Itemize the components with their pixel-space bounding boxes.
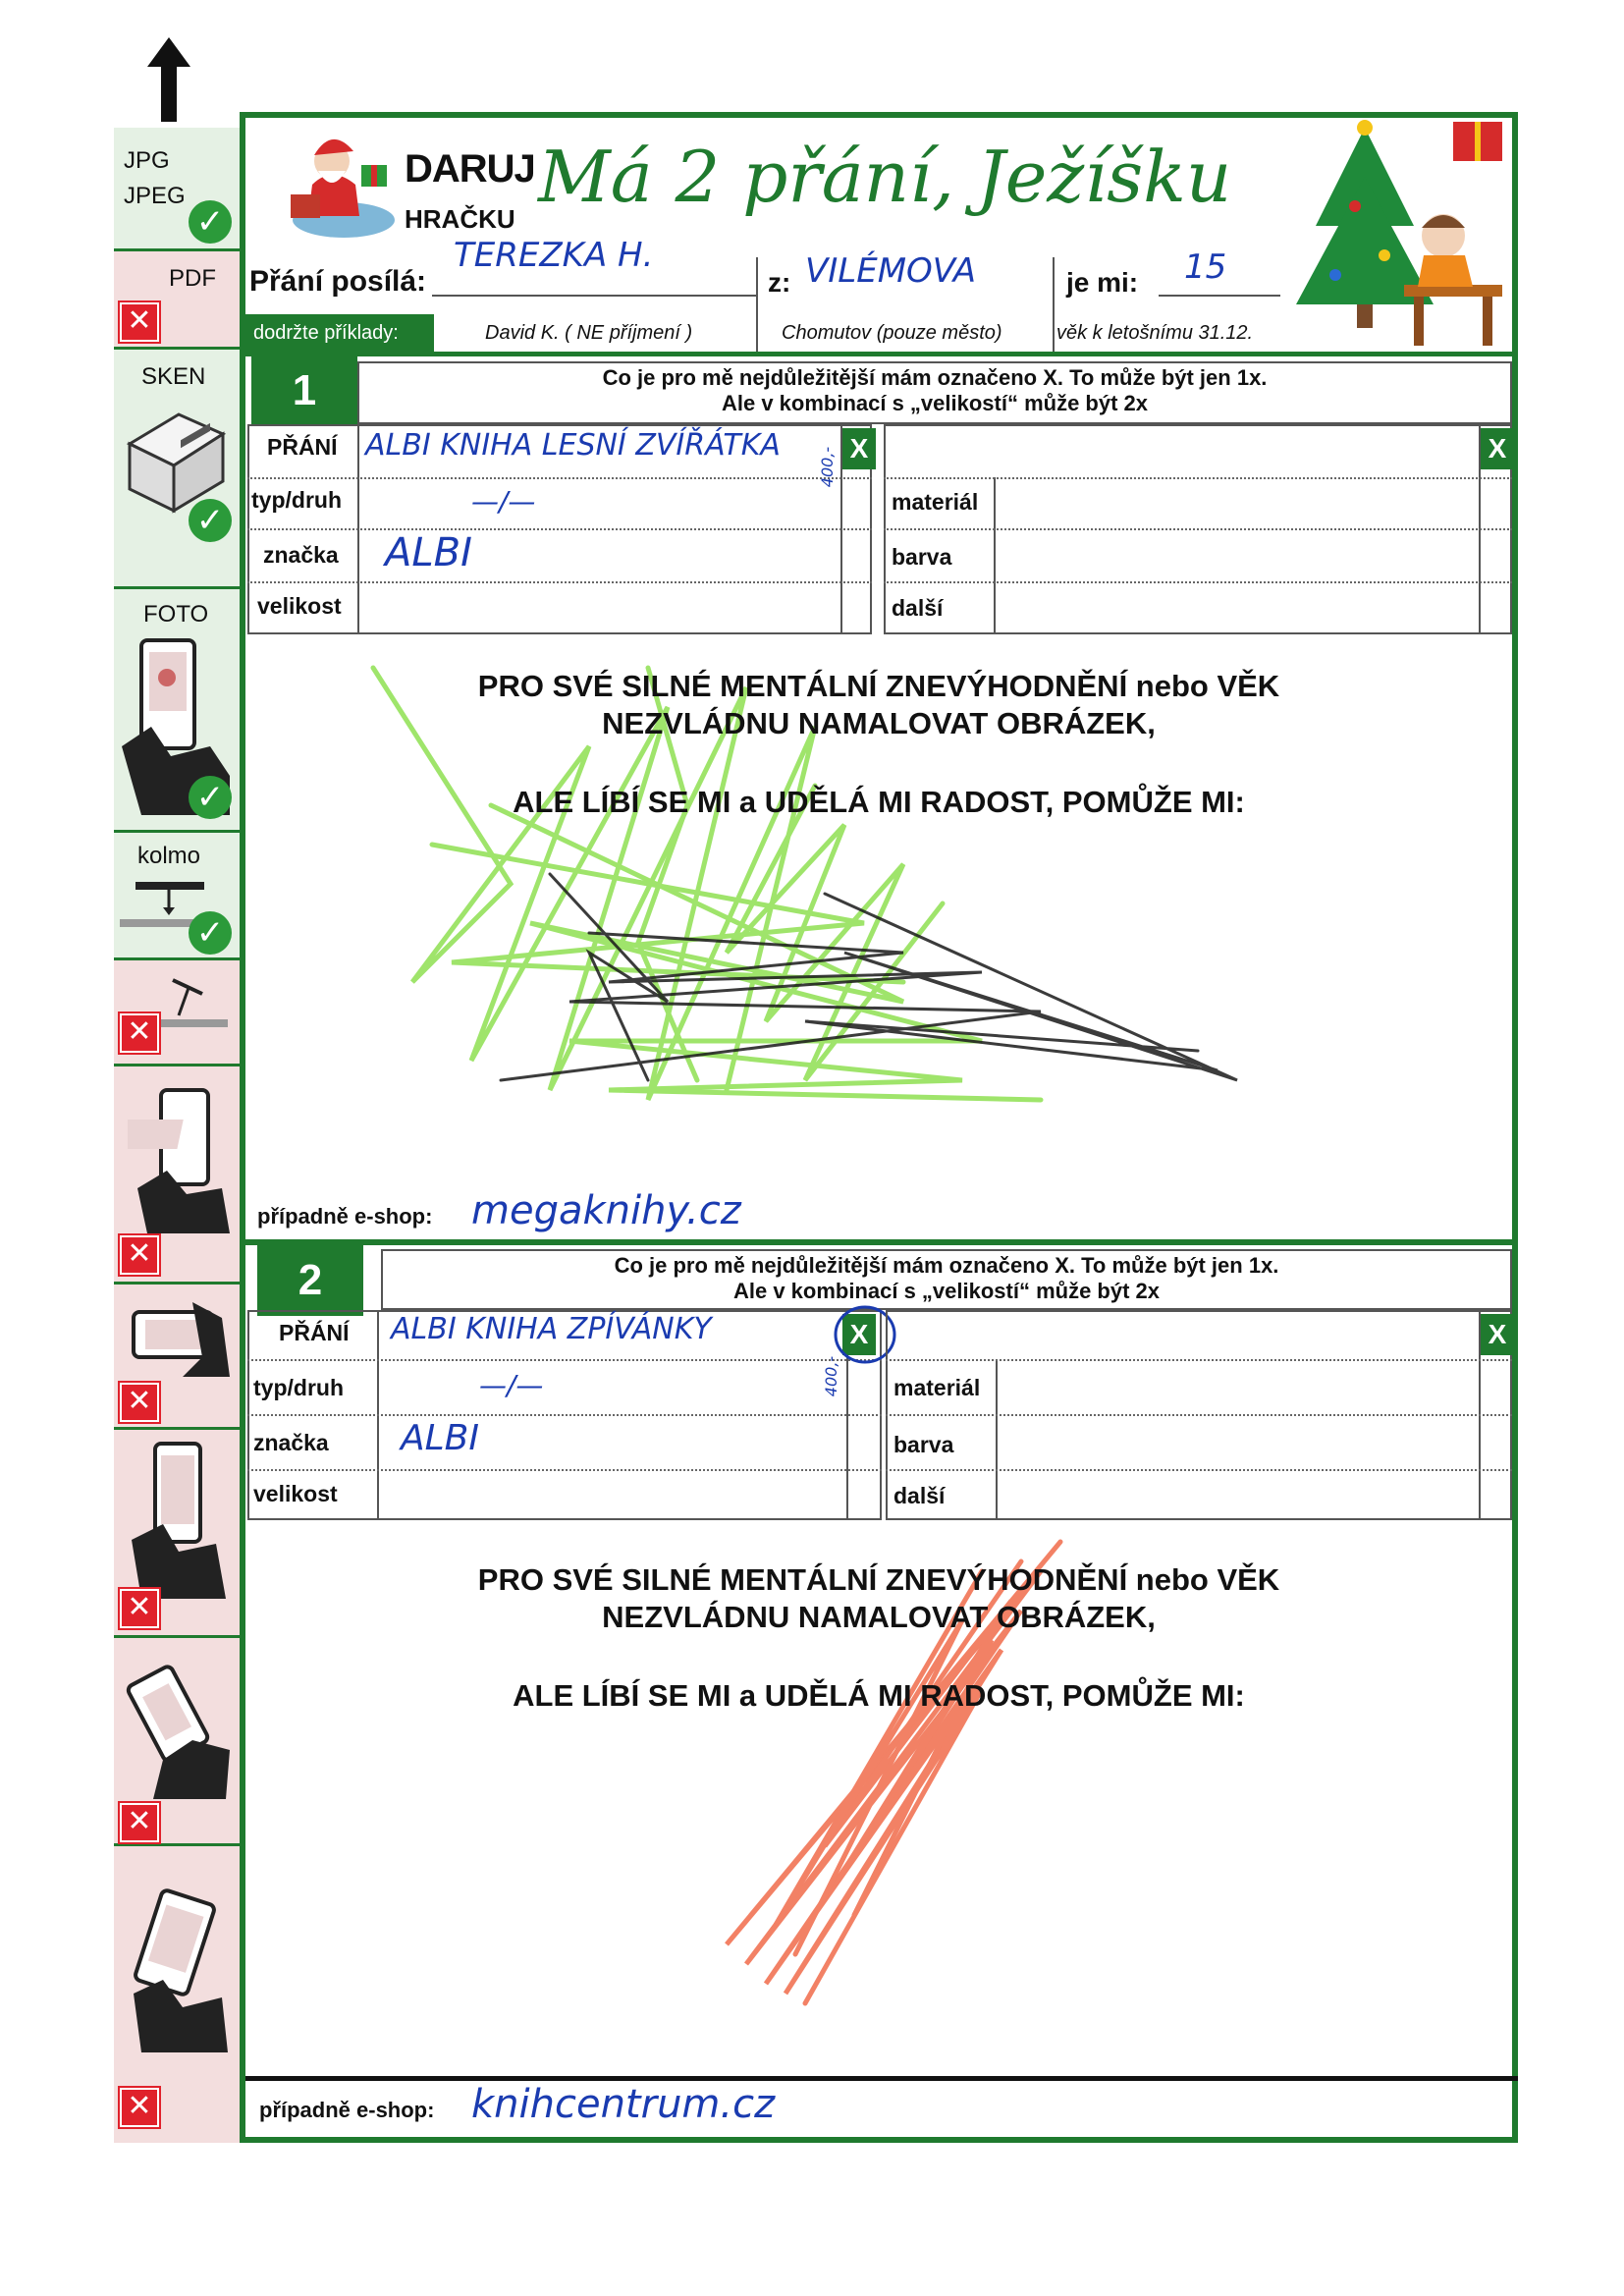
type-label: typ/druh <box>251 487 342 513</box>
sender-value: TEREZKA H. <box>454 236 654 275</box>
checkmark-icon: ✓ <box>189 200 232 244</box>
grid-row-line <box>247 581 872 583</box>
size-label: velikost <box>253 1481 338 1506</box>
divider <box>1053 257 1055 352</box>
format-phone-rotated <box>114 1638 240 1846</box>
format-jpg-label: JPG <box>124 147 170 174</box>
color-label: barva <box>892 544 952 570</box>
other-label: další <box>892 595 944 621</box>
section-info-line2: Ale v kombinací s „velikostí“ může být 2x <box>732 1279 1161 1303</box>
brand-label: značka <box>263 542 339 568</box>
grid-row-line <box>884 581 1512 583</box>
grid-row-line <box>886 1469 1512 1471</box>
format-phone-tilted <box>114 1066 240 1285</box>
age-label: je mi: <box>1066 267 1139 298</box>
checkmark-icon: ✓ <box>189 776 232 819</box>
grid-row-line <box>886 1414 1512 1416</box>
page-title: Má 2 přání, Ježíšku <box>538 136 1232 218</box>
brand-label: značka <box>253 1430 329 1455</box>
from-label: z: <box>768 267 791 298</box>
cross-icon: ✕ <box>120 1235 159 1275</box>
priority-x-left[interactable]: X <box>842 1314 876 1355</box>
type-label: typ/druh <box>253 1375 344 1400</box>
phone-landscape-icon <box>124 1298 232 1396</box>
message-line2: NEZVLÁDNU NAMALOVAT OBRÁZEK, <box>602 1600 1156 1634</box>
format-jpeg-label: JPEG <box>124 183 186 209</box>
example-city: Chomutov (pouze město) <box>782 322 1002 344</box>
format-phone-landscape <box>114 1285 240 1430</box>
cross-icon: ✕ <box>120 1589 159 1628</box>
age-underline <box>1159 295 1280 297</box>
eshop-divider <box>245 2076 1518 2081</box>
grid-row-line <box>884 528 1512 530</box>
priority-x-right[interactable]: X <box>1481 428 1514 469</box>
price-note: 400,- <box>818 446 838 488</box>
eshop-value: knihcentrum.cz <box>471 2082 776 2127</box>
eshop-label: případně e-shop: <box>259 2098 435 2122</box>
section-number: 1 <box>251 355 357 426</box>
material-label: materiál <box>892 489 979 515</box>
divider <box>756 257 758 352</box>
format-angled <box>114 960 240 1066</box>
section-info-line1: Co je pro mě nejdůležitější mám označeno X. To může být jen 1x. <box>602 365 1268 390</box>
cross-icon: ✕ <box>120 1383 159 1422</box>
format-photo-label: FOTO <box>143 601 209 628</box>
format-jpg <box>114 128 240 251</box>
size-label: velikost <box>257 593 342 619</box>
grid-divider <box>996 1359 998 1520</box>
type-value: —/— <box>471 485 536 518</box>
type-value: —/— <box>479 1369 544 1401</box>
age-value: 15 <box>1184 247 1227 287</box>
message-line1: PRO SVÉ SILNÉ MENTÁLNÍ ZNEVÝHODNĚNÍ nebo VĚK <box>477 1562 1280 1597</box>
brand-name: DARUJ <box>405 147 535 191</box>
message-line1: PRO SVÉ SILNÉ MENTÁLNÍ ZNEVÝHODNĚNÍ nebo VĚK <box>477 669 1280 703</box>
color-label: barva <box>893 1432 954 1457</box>
brand-value: ALBI <box>385 530 472 575</box>
grid-row-line <box>247 477 872 479</box>
other-label: další <box>893 1483 946 1508</box>
phone-tilted-down-icon <box>124 1886 232 2052</box>
cross-icon: ✕ <box>120 302 159 342</box>
checkmark-icon: ✓ <box>189 911 232 955</box>
message-line3: ALE LÍBÍ SE MI a UDĚLÁ MI RADOST, POMŮŽE MI: <box>513 785 1245 819</box>
section-divider <box>245 1239 1518 1245</box>
format-pdf <box>114 251 240 350</box>
wish-label: PŘÁNÍ <box>279 1320 350 1345</box>
format-perpendicular <box>114 833 240 960</box>
arrow-up-icon <box>147 37 190 122</box>
grid-row-line <box>247 1359 882 1361</box>
message-line2: NEZVLÁDNU NAMALOVAT OBRÁZEK, <box>602 706 1156 740</box>
format-phone-vertical <box>114 1430 240 1638</box>
header-divider <box>245 352 1518 356</box>
grid-row-line <box>884 477 1512 479</box>
priority-x-right[interactable]: X <box>1481 1314 1514 1355</box>
wish-value: ALBI KNIHA ZPÍVÁNKY <box>391 1312 712 1346</box>
format-photo <box>114 589 240 833</box>
phone-tilted-icon <box>128 1086 230 1233</box>
message-line3: ALE LÍBÍ SE MI a UDĚLÁ MI RADOST, POMŮŽE MI: <box>513 1678 1245 1713</box>
brand-subtitle: HRAČKU <box>405 204 515 234</box>
cross-icon: ✕ <box>120 2088 159 2127</box>
sender-underline <box>432 295 756 297</box>
priority-x-left[interactable]: X <box>842 428 876 469</box>
santa-logo-icon <box>285 126 403 244</box>
format-pdf-label: PDF <box>169 265 216 292</box>
from-value: VILÉMOVA <box>805 251 977 291</box>
format-sidebar <box>114 128 240 2143</box>
grid-row-line <box>886 1359 1512 1361</box>
cross-icon: ✕ <box>120 1013 159 1053</box>
phone-rotated-icon <box>124 1652 232 1799</box>
section-info-line2: Ale v kombinací s „velikostí“ může být 2x <box>721 391 1149 415</box>
example-age: věk k letošnímu 31.12. <box>1056 322 1254 344</box>
format-scan-label: SKEN <box>141 363 206 390</box>
section-info-line1: Co je pro mě nejdůležitější mám označeno X. To může být jen 1x. <box>614 1253 1279 1278</box>
checkmark-icon: ✓ <box>189 499 232 542</box>
phone-vertical-icon <box>128 1442 226 1599</box>
wish-label: PŘÁNÍ <box>267 434 338 460</box>
cross-icon: ✕ <box>120 1803 159 1842</box>
grid-row-line <box>247 1469 882 1471</box>
format-scan <box>114 350 240 589</box>
example-name: David K. ( NE příjmení ) <box>485 322 693 344</box>
material-label: materiál <box>893 1375 981 1400</box>
section-number: 2 <box>257 1245 363 1316</box>
format-phone-tilted-down <box>114 1846 240 2143</box>
christmas-tree-icon <box>1296 118 1512 354</box>
eshop-label: případně e-shop: <box>257 1204 433 1229</box>
eshop-value: megaknihy.cz <box>471 1188 741 1233</box>
brand-value: ALBI <box>401 1418 479 1458</box>
grid-row-line <box>247 528 872 530</box>
examples-label: dodržte příklady: <box>245 314 434 352</box>
grid-divider <box>994 477 996 634</box>
price-note: 400,- <box>822 1355 841 1397</box>
wish-value: ALBI KNIHA LESNÍ ZVÍŘÁTKA <box>365 428 781 463</box>
format-perpendicular-label: kolmo <box>137 843 201 869</box>
sender-label: Přání posílá: <box>249 265 427 298</box>
grid-row-line <box>247 1414 882 1416</box>
